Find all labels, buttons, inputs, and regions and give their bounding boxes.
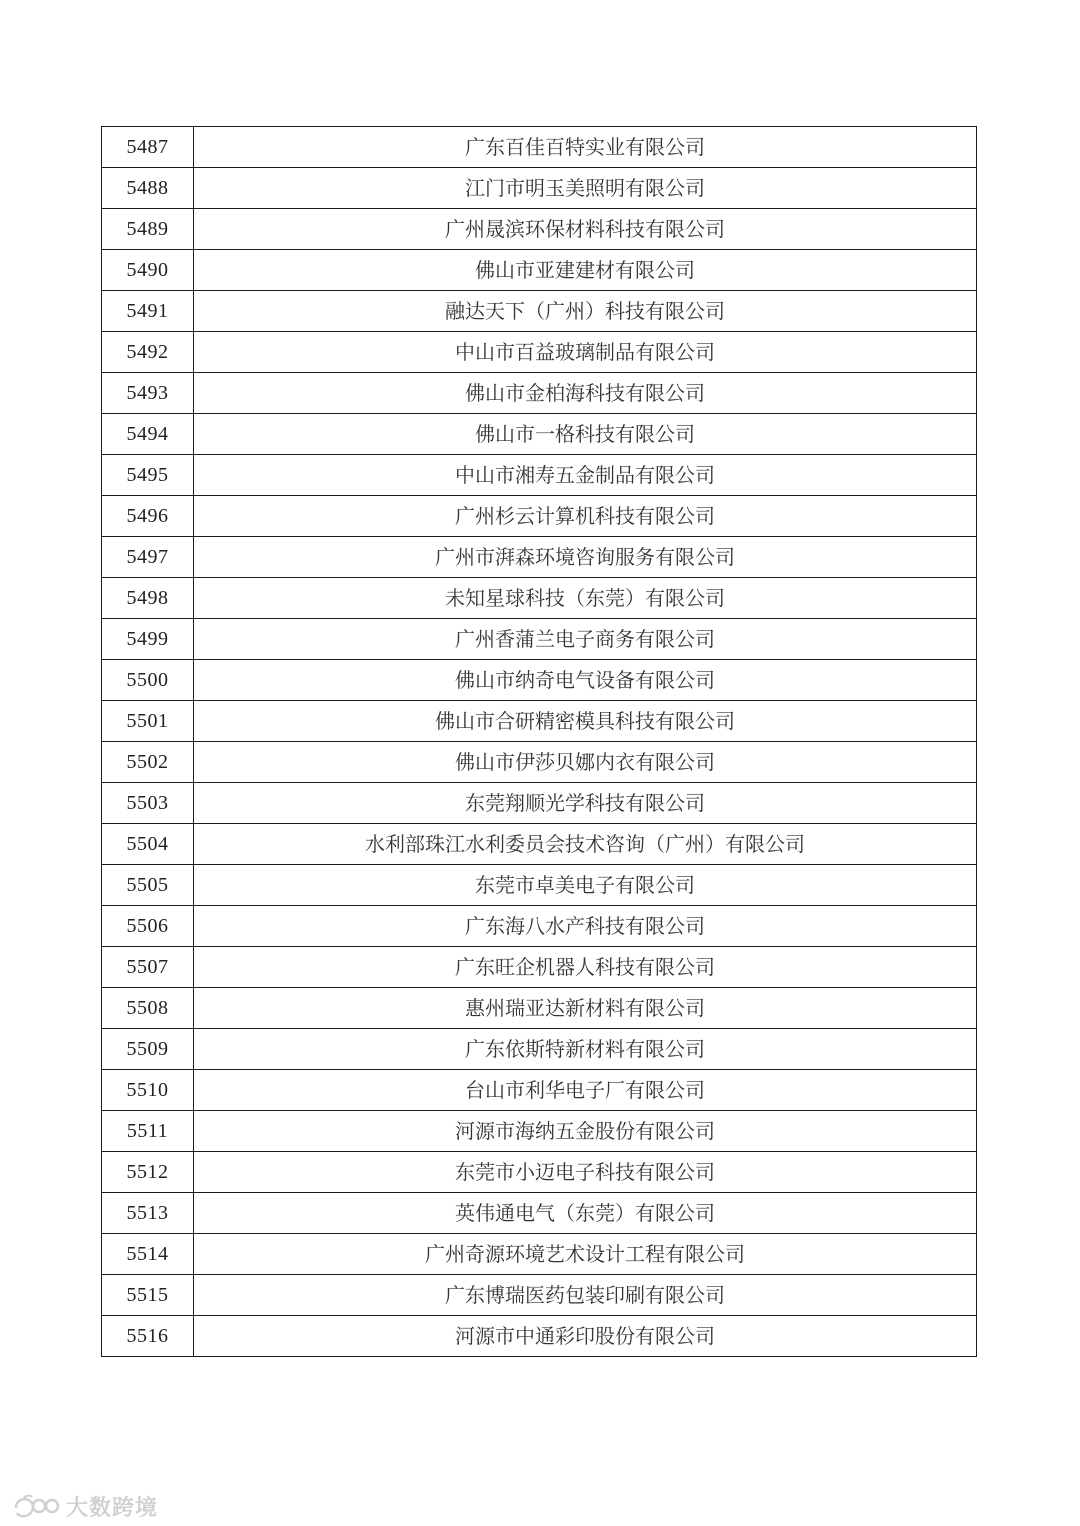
table-row xyxy=(102,414,977,455)
table-row xyxy=(102,660,977,701)
company-list-table xyxy=(101,126,977,1357)
table-row xyxy=(102,742,977,783)
company-name: 中山市百益玻璃制品有限公司 xyxy=(194,332,977,373)
table-row xyxy=(102,250,977,291)
company-name: 广东依斯特新材料有限公司 xyxy=(194,1029,977,1070)
company-name: 广州奇源环境艺术设计工程有限公司 xyxy=(194,1234,977,1275)
company-name: 广东旺企机器人科技有限公司 xyxy=(194,947,977,988)
table-row xyxy=(102,168,977,209)
row-number: 5515 xyxy=(102,1275,194,1316)
company-name: 东莞翔顺光学科技有限公司 xyxy=(194,783,977,824)
company-name: 台山市利华电子厂有限公司 xyxy=(194,1070,977,1111)
row-number: 5501 xyxy=(102,701,194,742)
row-number: 5487 xyxy=(102,127,194,168)
table-row xyxy=(102,373,977,414)
company-list-body xyxy=(102,127,977,1357)
company-name: 佛山市合研精密模具科技有限公司 xyxy=(194,701,977,742)
company-name: 佛山市金柏海科技有限公司 xyxy=(194,373,977,414)
row-number: 5513 xyxy=(102,1193,194,1234)
row-number: 5511 xyxy=(102,1111,194,1152)
table-row xyxy=(102,783,977,824)
company-name: 英伟通电气（东莞）有限公司 xyxy=(194,1193,977,1234)
table-row xyxy=(102,1234,977,1275)
table-row xyxy=(102,906,977,947)
table-row xyxy=(102,824,977,865)
row-number: 5516 xyxy=(102,1316,194,1357)
company-name: 中山市湘寿五金制品有限公司 xyxy=(194,455,977,496)
row-number: 5495 xyxy=(102,455,194,496)
company-name: 佛山市伊莎贝娜内衣有限公司 xyxy=(194,742,977,783)
row-number: 5510 xyxy=(102,1070,194,1111)
row-number: 5493 xyxy=(102,373,194,414)
row-number: 5502 xyxy=(102,742,194,783)
company-name: 佛山市一格科技有限公司 xyxy=(194,414,977,455)
company-name: 广东百佳百特实业有限公司 xyxy=(194,127,977,168)
company-name: 未知星球科技（东莞）有限公司 xyxy=(194,578,977,619)
company-name: 东莞市卓美电子有限公司 xyxy=(194,865,977,906)
table-row xyxy=(102,1070,977,1111)
company-name: 融达天下（广州）科技有限公司 xyxy=(194,291,977,332)
table-row xyxy=(102,1193,977,1234)
row-number: 5490 xyxy=(102,250,194,291)
company-name: 佛山市纳奇电气设备有限公司 xyxy=(194,660,977,701)
company-name: 佛山市亚建建材有限公司 xyxy=(194,250,977,291)
company-name: 广州杉云计算机科技有限公司 xyxy=(194,496,977,537)
row-number: 5505 xyxy=(102,865,194,906)
company-name: 广州香蒲兰电子商务有限公司 xyxy=(194,619,977,660)
row-number: 5498 xyxy=(102,578,194,619)
watermark xyxy=(10,1490,158,1522)
company-name: 惠州瑞亚达新材料有限公司 xyxy=(194,988,977,1029)
table-row xyxy=(102,455,977,496)
table-row xyxy=(102,1152,977,1193)
table-row xyxy=(102,537,977,578)
row-number: 5489 xyxy=(102,209,194,250)
row-number: 5488 xyxy=(102,168,194,209)
table-row xyxy=(102,1111,977,1152)
table-row xyxy=(102,947,977,988)
table-row xyxy=(102,209,977,250)
company-name: 水利部珠江水利委员会技术咨询（广州）有限公司 xyxy=(194,824,977,865)
row-number: 5492 xyxy=(102,332,194,373)
row-number: 5497 xyxy=(102,537,194,578)
row-number: 5500 xyxy=(102,660,194,701)
row-number: 5512 xyxy=(102,1152,194,1193)
row-number: 5506 xyxy=(102,906,194,947)
company-name: 广东博瑞医药包装印刷有限公司 xyxy=(194,1275,977,1316)
watermark-text: 大数跨境 xyxy=(66,1495,159,1521)
company-name: 河源市中通彩印股份有限公司 xyxy=(194,1316,977,1357)
table-row xyxy=(102,865,977,906)
row-number: 5503 xyxy=(102,783,194,824)
table-row xyxy=(102,496,977,537)
row-number: 5499 xyxy=(102,619,194,660)
row-number: 5496 xyxy=(102,496,194,537)
table-row xyxy=(102,988,977,1029)
company-name: 河源市海纳五金股份有限公司 xyxy=(194,1111,977,1152)
row-number: 5509 xyxy=(102,1029,194,1070)
table-row xyxy=(102,619,977,660)
company-name: 广州晟滨环保材料科技有限公司 xyxy=(194,209,977,250)
table-row xyxy=(102,1275,977,1316)
row-number: 5491 xyxy=(102,291,194,332)
row-number: 5504 xyxy=(102,824,194,865)
company-name: 江门市明玉美照明有限公司 xyxy=(194,168,977,209)
table-row xyxy=(102,578,977,619)
table-row xyxy=(102,701,977,742)
row-number: 5494 xyxy=(102,414,194,455)
company-name: 广东海八水产科技有限公司 xyxy=(194,906,977,947)
table-row xyxy=(102,127,977,168)
weibo-logo-icon xyxy=(10,1492,60,1520)
row-number: 5507 xyxy=(102,947,194,988)
table-row xyxy=(102,1029,977,1070)
row-number: 5508 xyxy=(102,988,194,1029)
company-name: 东莞市小迈电子科技有限公司 xyxy=(194,1152,977,1193)
company-name: 广州市湃森环境咨询服务有限公司 xyxy=(194,537,977,578)
table-row xyxy=(102,332,977,373)
row-number: 5514 xyxy=(102,1234,194,1275)
table-row xyxy=(102,1316,977,1357)
table-row xyxy=(102,291,977,332)
